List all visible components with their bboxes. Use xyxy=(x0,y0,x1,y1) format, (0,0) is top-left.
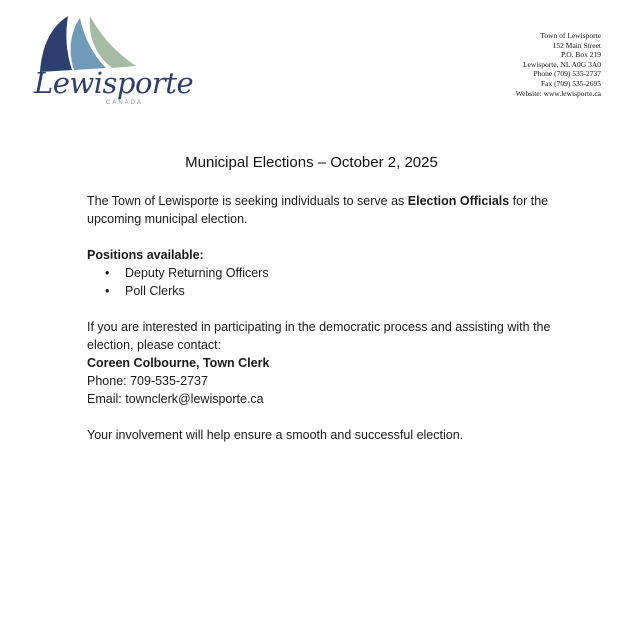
logo-wordmark: Lewisporte xyxy=(34,66,194,100)
address-street: 152 Main Street xyxy=(552,40,601,50)
contact-email: Email: townclerk@lewisporte.ca xyxy=(87,392,264,406)
list-item: • Deputy Returning Officers xyxy=(87,264,557,282)
positions-heading: Positions available: xyxy=(87,248,204,262)
address-block xyxy=(516,31,601,98)
closing-paragraph: Your involvement will help ensure a smooth and successful election. xyxy=(87,428,464,442)
logo-country: CANADA xyxy=(106,100,144,106)
page-title: Municipal Elections – October 2, 2025 xyxy=(185,154,438,171)
contact-intro: If you are interested in participating in the democratic process and assisting with the election, please contact: xyxy=(87,320,551,352)
town-logo xyxy=(32,14,194,106)
intro-text-before: The Town of Lewisporte is seeking individuals to serve as xyxy=(87,194,408,208)
address-city: Lewisporte, NL A0G 3A0 xyxy=(522,59,601,69)
address-phone: Phone (709) 535-2737 xyxy=(533,69,601,79)
positions-list xyxy=(87,264,557,300)
notice-body xyxy=(87,192,557,444)
contact-name: Coreen Colbourne, Town Clerk xyxy=(87,356,270,370)
address-po-box: P.O. Box 219 xyxy=(560,50,601,60)
intro-text-after: for the upcoming municipal election. xyxy=(87,194,549,226)
intro-bold: Election Officials xyxy=(407,194,510,208)
intro-paragraph xyxy=(87,192,557,228)
list-item: • Poll Clerks xyxy=(87,282,557,300)
address-website: Website: www.lewisporte.ca xyxy=(515,88,601,98)
address-town: Town of Lewisporte xyxy=(540,31,601,40)
address-fax: Fax (709) 535-2695 xyxy=(541,78,601,88)
contact-phone: Phone: 709-535-2737 xyxy=(87,374,208,388)
